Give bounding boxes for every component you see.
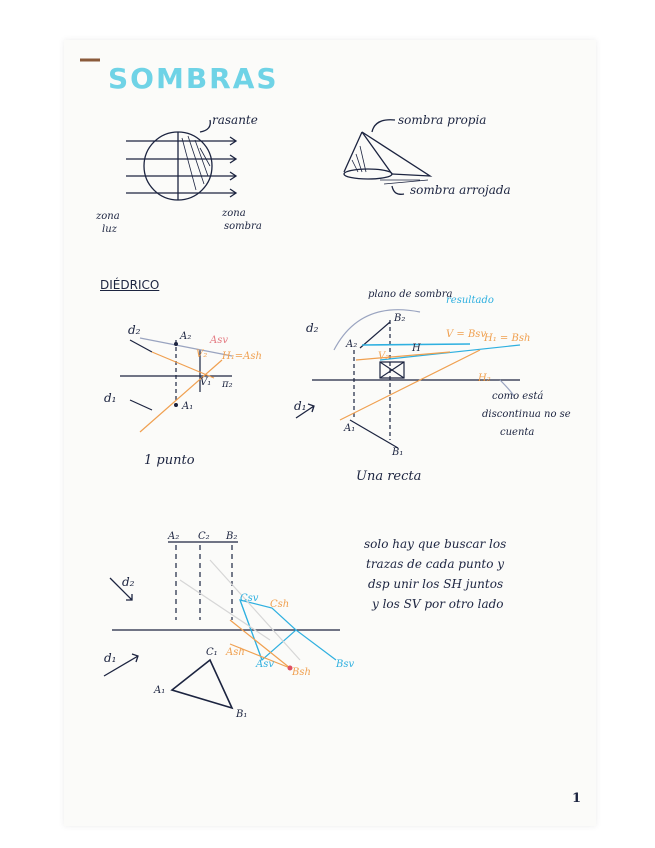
pl-b1: B₁ [236,709,248,720]
ln-plano: plano de sombra [368,289,453,300]
page-number: 1 [572,791,582,806]
pl-b2: B₂ [226,531,238,542]
pl-bsv: Bsv [336,659,355,670]
ln-v2: V₂ [378,351,390,362]
label-zona-sombra-2: sombra [224,221,262,232]
pl-a2: A₂ [168,531,180,542]
ln-h2: H₂ [478,373,491,384]
pt-a1: A₁ [182,401,194,412]
ln-b2: B₂ [394,313,406,324]
pl-csh: Csh [270,599,290,610]
ln-h1-bsh: H₁ = Bsh [484,333,531,344]
ln-d1: d₁ [294,399,307,413]
ln-caption: Una recta [356,469,422,484]
pt-pi: π₂ [222,379,233,390]
ln-b1: B₁ [392,447,404,458]
pl-d2: d₂ [122,575,135,589]
label-zona-luz-2: luz [102,224,117,235]
note-line-2: trazas de cada punto y [366,557,505,571]
pt-d1: d₁ [104,391,117,405]
ln-d2: d₂ [306,321,319,335]
sphere-figure [126,120,236,200]
label-sombra-arrojada: sombra arrojada [410,183,511,197]
label-zona-sombra-1: zona [222,208,246,219]
pl-bsh: Bsh [292,667,311,678]
note-line-1: solo hay que buscar los [364,537,507,551]
pt-v2: V₂ [196,349,208,360]
pl-c1: C₁ [206,647,218,658]
pl-a1: A₁ [154,685,166,696]
pl-asv: Asv [256,659,275,670]
pt-v1: V₁ [200,377,212,388]
pt-d2: d₂ [128,323,141,337]
label-zona-luz-1: zona [96,211,120,222]
ln-h: H [412,343,421,354]
ln-note-2: discontinua no se [482,409,571,420]
pl-c2: C₂ [198,531,210,542]
pt-h1ash: H₁=Ash [222,351,262,362]
section-title: DIÉDRICO [100,278,160,292]
ln-a1: A₁ [344,423,356,434]
pt-a2: A₂ [180,331,192,342]
ln-a2: A₂ [346,339,358,350]
note-line-3: dsp unir los SH juntos [368,577,504,591]
note-line-4: y los SV por otro lado [372,597,504,611]
ln-note-1: como está [492,391,544,402]
plane-figure [112,542,340,708]
page-title: SOMBRAS [108,62,279,95]
pl-ash: Ash [226,647,245,658]
pl-csv: Csv [240,593,259,604]
pt-asv: Asv [210,335,229,346]
ln-note-3: cuenta [500,427,535,438]
ln-v-bsv: V = Bsv [446,329,487,340]
label-sombra-propia: sombra propia [398,113,487,127]
pt-caption: 1 punto [144,453,195,468]
label-rasante: rasante [212,113,258,127]
ln-resultado: resultado [446,295,494,306]
pl-d1: d₁ [104,651,117,665]
